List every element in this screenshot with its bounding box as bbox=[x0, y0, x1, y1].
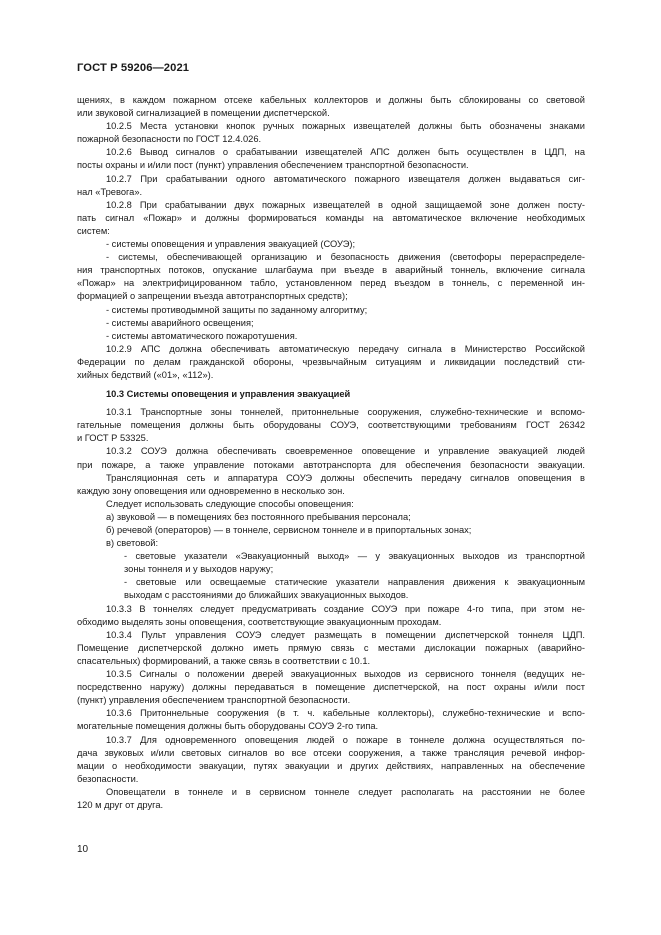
text-line: 10.2.8 При срабатывании двух пожарных извещателей в одной защищаемой зоне должен посту- bbox=[106, 199, 585, 210]
text-line: каждую зону оповещения или одновременно в несколько зон. bbox=[77, 485, 345, 496]
text-line: 10.2.9 АПС должна обеспечивать автоматическую передачу сигнала в Министерство Российской bbox=[106, 343, 585, 354]
text-line: (пункт) управления обеспечением транспортной безопасности. bbox=[77, 695, 351, 706]
document-header: ГОСТ Р 59206—2021 bbox=[77, 62, 190, 74]
text-line: или звуковой сигнализацией в помещении диспетчерской. bbox=[77, 108, 330, 119]
text-line: пать сигнал «Пожар» и должны формироваться команды на автоматическое включение необходимых bbox=[77, 212, 585, 223]
text-line: дача звуковых и/или световых сигналов во все отсеки сооружения, а также трансляция речевой инфор- bbox=[77, 747, 585, 758]
text-line: 10.3.7 Для одновременного оповещения людей о пожаре в тоннеле должна осуществляться по- bbox=[106, 734, 585, 745]
text-line: выходам с расстояниями до ближайших эвакуационных выходов. bbox=[124, 590, 409, 601]
text-line: формацией о запрещении въезда автотранспортных средств); bbox=[77, 291, 348, 302]
text-line: - системы противодымной защиты по заданному алгоритму; bbox=[106, 304, 368, 315]
text-line: - системы аварийного освещения; bbox=[106, 317, 254, 328]
text-line: - световые указатели «Эвакуационный выход» — у эвакуационных выходов из транспортной bbox=[124, 551, 585, 562]
text-line: могательные помещения должны быть оборудованы СОУЭ 2-го типа. bbox=[77, 721, 379, 732]
text-line: - системы автоматического пожаротушения. bbox=[106, 330, 298, 341]
text-line: щениях, в каждом пожарном отсеке кабельных коллекторов и должны быть сблокированы со световой bbox=[77, 95, 585, 105]
text-line: «Пожар» на электрифицированном табло, установленном перед въездом в тоннель, с переменной ин- bbox=[77, 278, 585, 289]
text-line: 10.3.2 СОУЭ должна обеспечивать своевременное оповещение и управление эвакуацией людей bbox=[106, 446, 585, 457]
text-line: безопасности. bbox=[77, 773, 139, 784]
text-line: Федерации по делам гражданской обороны, чрезвычайным ситуациям и ликвидации последствий сти- bbox=[77, 356, 585, 367]
text-line: 10.3.3 В тоннелях следует предусматривать создание СОУЭ при пожаре 4-го типа, при этом не- bbox=[106, 603, 585, 614]
text-line: посты охраны и и/или пост (пункт) управления обеспечением транспортной безопасности. bbox=[77, 160, 469, 171]
text-line: 120 м друг от друга. bbox=[77, 799, 164, 810]
text-line: ния транспортных потоков, опускание шлагбаума при въезде в аварийный тоннель, включение сигнала bbox=[77, 265, 585, 276]
text-line: в) световой: bbox=[106, 538, 159, 549]
text-line: Оповещатели в тоннеле и в сервисном тоннеле следует располагать на расстоянии не более bbox=[106, 786, 585, 797]
text-line: при пожаре, а также управление потоками автотранспорта для обеспечения безопасности эвакуации. bbox=[77, 459, 585, 470]
text-line: 10.2.6 Вывод сигналов о срабатывании извещателей АПС должен быть осуществлен в ЦДП, на bbox=[106, 147, 585, 158]
text-line: - системы, обеспечивающей организацию и безопасность движения (светофоры перераспределе- bbox=[106, 252, 585, 263]
text-line: посредственно наружу) должны передаваться в помещение диспетчерской, на пост охраны и/или пост bbox=[77, 682, 585, 693]
text-line: 10.3.5 Сигналы о положении дверей эвакуационных выходов из сервисного тоннеля (ведущих не- bbox=[106, 669, 585, 680]
text-line: спасательных) формирований, а также связь в соответствии с 10.1. bbox=[77, 655, 371, 666]
text-line: Трансляционная сеть и аппаратура СОУЭ должны обеспечить передачу сигналов оповещения в bbox=[106, 472, 585, 483]
text-line: обходимо выделять зоны оповещения, соответствующие эвакуационным проходам. bbox=[77, 616, 442, 627]
text-line: хийных бедствий («01», «112»). bbox=[77, 369, 214, 380]
section-heading: 10.3 Системы оповещения и управления эвакуацией bbox=[106, 389, 351, 400]
text-line: б) речевой (операторов) — в тоннеле, сервисном тоннеле и в припортальных зонах; bbox=[106, 525, 472, 535]
text-line: Помещение диспетчерской должно иметь прямую связь с местами дислокации пожарных (аварийно- bbox=[77, 642, 585, 653]
text-line: 10.2.5 Места установки кнопок ручных пожарных извещателей должны быть обозначены знаками bbox=[106, 121, 585, 132]
text-line: гательные помещения должны быть оборудованы СОУЭ, соответствующими требованиям ГОСТ 26342 bbox=[77, 420, 585, 431]
text-line: Следует использовать следующие способы оповещения: bbox=[106, 498, 354, 509]
text-line: мации о необходимости эвакуации, путях эвакуации и других действиях, направленных на обеспечение bbox=[77, 760, 585, 771]
text-line: пожарной безопасности по ГОСТ 12.4.026. bbox=[77, 134, 262, 145]
text-line: нал «Тревога». bbox=[77, 186, 143, 197]
page-number: 10 bbox=[77, 844, 89, 855]
text-line: систем: bbox=[77, 225, 110, 236]
text-line: - системы оповещения и управления эвакуацией (СОУЭ); bbox=[106, 239, 356, 250]
text-line: 10.3.4 Пульт управления СОУЭ следует размещать в помещении диспетчерской тоннеля ЦДП. bbox=[106, 629, 585, 640]
text-line: а) звуковой — в помещениях без постоянного пребывания персонала; bbox=[106, 511, 411, 522]
text-line: - световые или освещаемые статические указатели направления движения к эвакуационным bbox=[124, 577, 585, 588]
text-line: зоны тоннеля и у выходов наружу; bbox=[124, 564, 274, 575]
text-line: 10.2.7 При срабатывании одного автоматического пожарного извещателя должен выдаваться сиг- bbox=[106, 173, 585, 184]
text-line: 10.3.6 Притоннельные сооружения (в т. ч. кабельные коллекторы), служебно-технические и вспо- bbox=[106, 708, 585, 719]
text-line: 10.3.1 Транспортные зоны тоннелей, притоннельные сооружения, служебно-технические и вспомо- bbox=[106, 407, 585, 418]
text-line: и ГОСТ Р 53325. bbox=[77, 433, 149, 444]
document-body bbox=[77, 94, 585, 812]
